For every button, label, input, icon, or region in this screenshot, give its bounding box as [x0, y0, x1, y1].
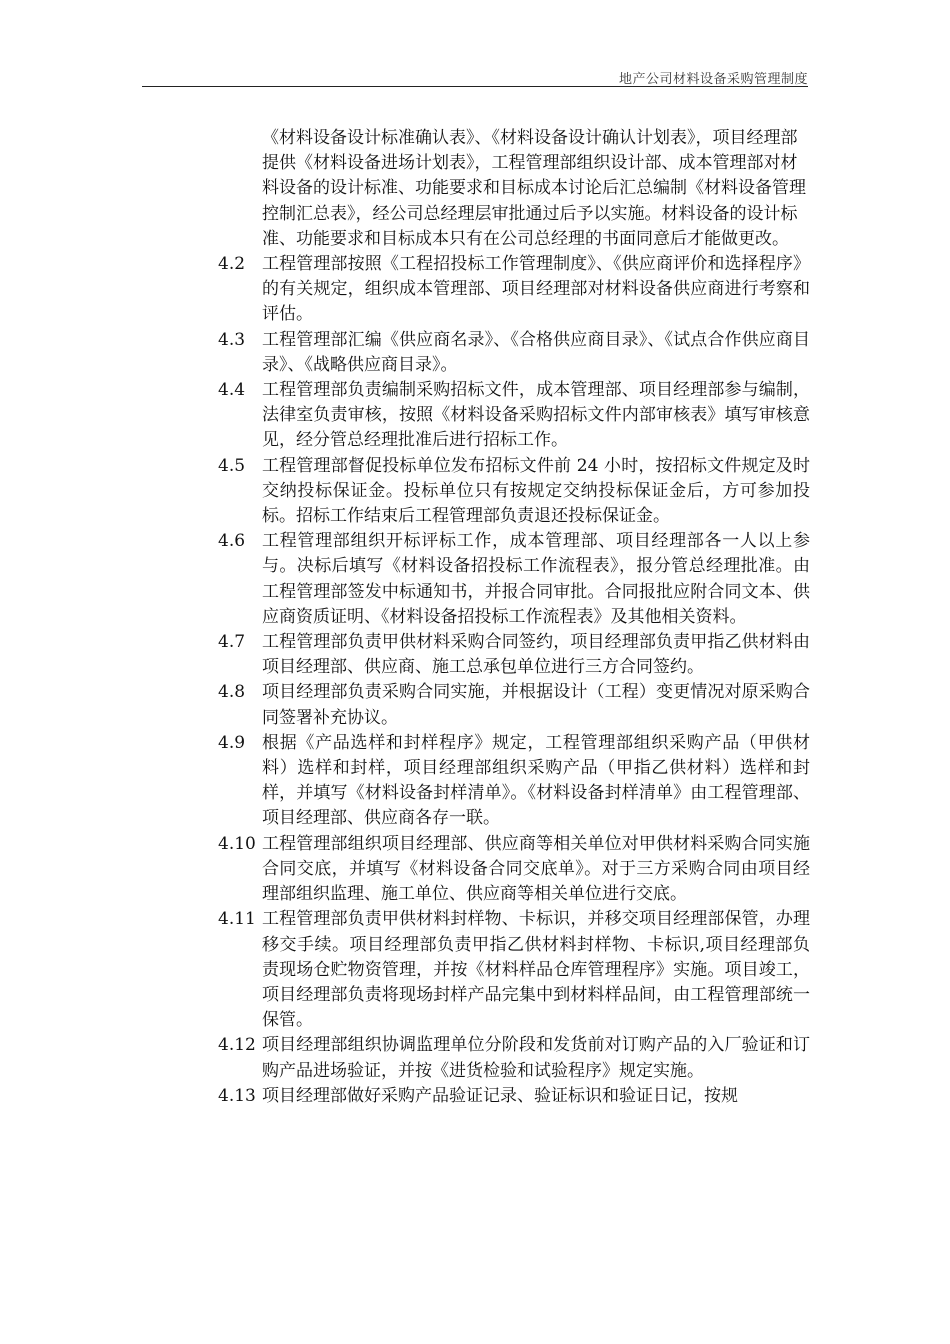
clause-text: 工程管理部组织开标评标工作，成本管理部、项目经理部各一人以上参与。决标后填写《材料设备招投标工作流程表》，报分管总经理批准。由工程管理部签发中标通知书，并报合同审批。合同报批应附合同文本、供应商资质证明、《材料设备招投标工作流程表》及其他相关资料。 — [262, 531, 810, 627]
clause-4-3 — [218, 328, 810, 378]
running-header-title: 地产公司材料设备采购管理制度 — [618, 72, 808, 87]
clause-number: 4.2 — [218, 254, 246, 275]
clause-number: 4.6 — [218, 531, 246, 552]
header-divider — [142, 86, 808, 87]
intro-paragraph: 《材料设备设计标准确认表》、《材料设备设计确认计划表》，项目经理部提供《材料设备进场计划表》，工程管理部组织设计部、成本管理部对材料设备的设计标准、功能要求和目标成本讨论后汇总编制《材料设备管理控制汇总表》，经公司总经理层审批通过后予以实施。材料设备的设计标准、功能要求和目标成本只有在公司总经理的书面同意后才能做更改。 — [262, 128, 806, 249]
clause-text: 项目经理部做好采购产品验证记录、验证标识和验证日记，按规 — [262, 1085, 738, 1106]
clause-4-7 — [218, 630, 810, 680]
clause-text: 工程管理部组织项目经理部、供应商等相关单位对甲供材料采购合同实施合同交底，并填写《材料设备合同交底单》。对于三方采购合同由项目经理部组织监理、施工单位、供应商等相关单位进行交底。 — [262, 833, 810, 905]
clause-number: 4.11 — [218, 909, 256, 930]
clause-number: 4.4 — [218, 380, 246, 401]
clause-number: 4.10 — [218, 833, 256, 854]
clause-number: 4.5 — [218, 455, 246, 476]
clause-text: 工程管理部负责甲供材料采购合同签约，项目经理部负责甲指乙供材料由项目经理部、供应商、施工总承包单位进行三方合同签约。 — [262, 632, 810, 678]
document-body — [218, 126, 810, 1109]
clause-4-8 — [218, 680, 810, 730]
clause-text: 工程管理部负责编制采购招标文件，成本管理部、项目经理部参与编制，法律室负责审核，按照《材料设备采购招标文件内部审核表》填写审核意见，经分管总经理批准后进行招标工作。 — [262, 380, 810, 451]
clause-text: 工程管理部汇编《供应商名录》、《合格供应商目录》、《试点合作供应商目录》、《战略供应商目录》。 — [262, 329, 810, 375]
clause-number: 4.7 — [218, 632, 246, 653]
clause-text: 项目经理部组织协调监理单位分阶段和发货前对订购产品的入厂验证和订购产品进场验证，并按《进货检验和试验程序》规定实施。 — [262, 1035, 810, 1081]
clause-4-13 — [218, 1084, 810, 1109]
clause-4-9 — [218, 731, 810, 832]
clause-4-4 — [218, 378, 810, 454]
clause-number: 4.13 — [218, 1085, 256, 1106]
clause-4-12 — [218, 1033, 810, 1083]
clause-number: 4.3 — [218, 329, 246, 350]
clause-number: 4.9 — [218, 732, 246, 753]
clause-4-2 — [218, 252, 810, 328]
clause-text: 工程管理部负责甲供材料封样物、卡标识，并移交项目经理部保管，办理移交手续。项目经理部负责甲指乙供材料封样物、卡标识,项目经理部负责现场仓贮物资管理，并按《材料样品仓库管理程序》实施。项目竣工，项目经理部负责将现场封样产品完集中到材料样品间，由工程管理部统一保管。 — [262, 909, 810, 1031]
clause-text: 项目经理部负责采购合同实施，并根据设计（工程）变更情况对原采购合同签署补充协议。 — [262, 682, 810, 728]
clause-text: 工程管理部督促投标单位发布招标文件前 24 小时，按招标文件规定及时交纳投标保证金。投标单位只有按规定交纳投标保证金后，方可参加投标。招标工作结束后工程管理部负责退还投标保证金。 — [262, 455, 810, 527]
clause-number: 4.8 — [218, 682, 246, 703]
clause-4-10 — [218, 832, 810, 908]
clause-4-6 — [218, 529, 810, 630]
clause-text: 根据《产品选样和封样程序》规定，工程管理部组织采购产品（甲供材料）选样和封样，项目经理部组织采购产品（甲指乙供材料）选样和封样，并填写《材料设备封样清单》。《材料设备封样清单》由工程管理部、项目经理部、供应商各存一联。 — [262, 732, 810, 829]
clause-4-5 — [218, 454, 810, 530]
clause-text: 工程管理部按照《工程招投标工作管理制度》、《供应商评价和选择程序》的有关规定，组织成本管理部、项目经理部对材料设备供应商进行考察和评估。 — [262, 254, 810, 325]
clause-number: 4.12 — [218, 1035, 256, 1056]
clause-4-11 — [218, 907, 810, 1033]
